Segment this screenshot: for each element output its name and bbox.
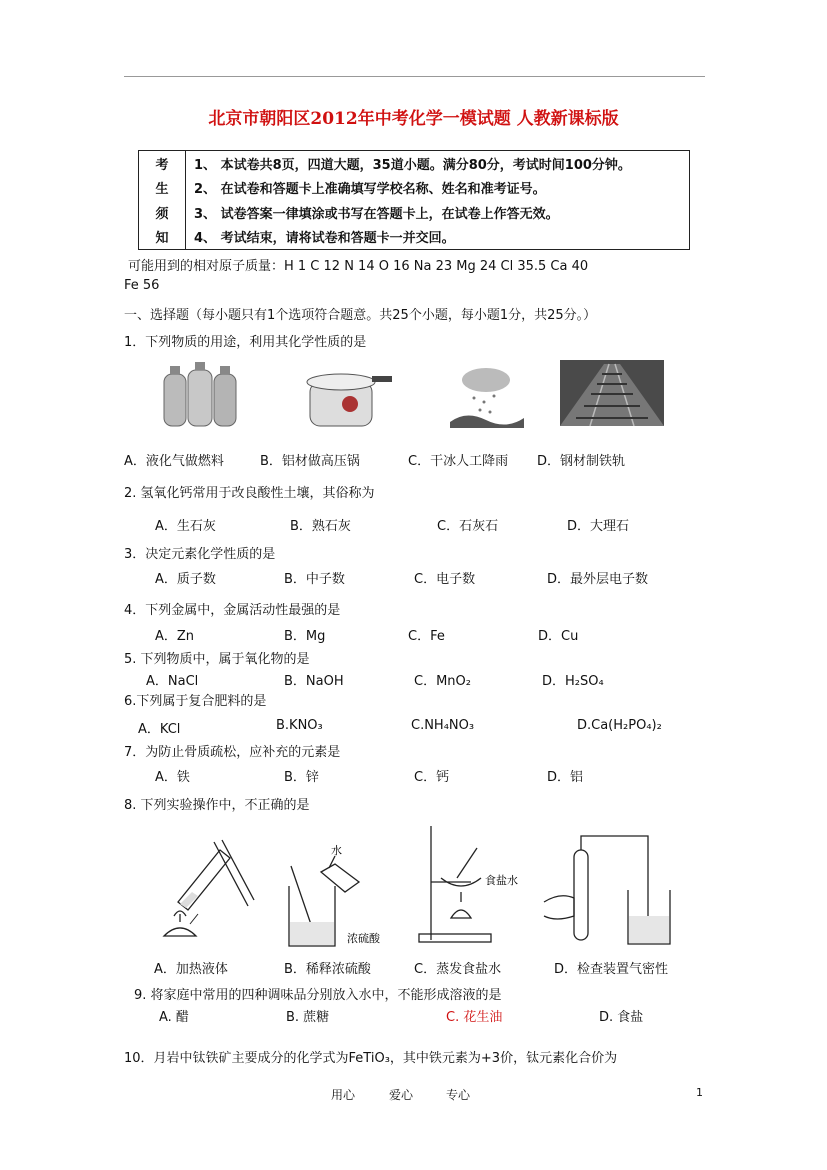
footer-text: 用心 [331,1088,356,1102]
airtightness-check-image [540,832,674,948]
option: D．铝 [547,770,584,785]
pressure-cooker-image [298,360,394,430]
option: D. 食盐 [599,1010,644,1025]
question-stem: 4．下列金属中，金属活动性最强的是 [124,603,341,618]
question-stem: 1．下列物质的用途，利用其化学性质的是 [124,335,367,350]
water-label: 水 [331,844,342,857]
question-stem: 9. 将家庭中常用的四种调味品分别放入水中，不能形成溶液的是 [134,988,502,1003]
option: C.NH₄NO₃ [411,718,475,733]
option: C．蒸发食盐水 [414,962,502,977]
option: D．检查装置气密性 [554,962,669,977]
notice-item: 2、 在试卷和答题卡上准确填写学校名称、姓名和准考证号。 [194,182,546,198]
option: D．钢材制铁轨 [537,454,626,469]
notice-key: 知 [139,225,186,250]
question-stem: 2. 氢氧化钙常用于改良酸性土壤，其俗称为 [124,486,375,501]
option: D.Ca(H₂PO₄)₂ [577,718,662,733]
exam-notice-table [138,150,690,250]
notice-key: 考 [139,151,186,176]
option: C．干冰人工降雨 [408,454,509,469]
option: C．MnO₂ [414,674,471,689]
option: A．铁 [155,770,190,785]
question-stem: 6.下列属于复合肥料的是 [124,694,267,709]
heating-liquid-image [158,836,258,948]
option: A．Zn [155,629,195,644]
option: A．质子数 [155,572,216,587]
footer-text: 专心 [446,1088,471,1102]
option: B．中子数 [284,572,345,587]
top-rule [124,76,705,77]
railway-track-image [560,360,664,426]
atomic-masses: 可能用到的相对原子质量：H 1 C 12 N 14 O 16 Na 23 Mg 24 Cl 35.5 Ca 40 [128,259,589,274]
option: B．锌 [284,770,319,785]
option-highlighted: C. 花生油 [446,1010,503,1025]
section-heading: 一、选择题（每小题只有1个选项符合题意。共25个小题，每小题1分，共25分。） [124,308,597,323]
option: D．最外层电子数 [547,572,649,587]
option: D．Cu [538,629,579,644]
option: A．生石灰 [155,519,216,534]
option: B．铝材做高压锅 [260,454,360,469]
question-stem: 8. 下列实验操作中，不正确的是 [124,798,310,813]
option: C．石灰石 [437,519,499,534]
option: B. 蔗糖 [286,1010,330,1025]
option: B.KNO₃ [276,718,323,733]
notice-key: 须 [139,200,186,225]
gas-cylinders-image [160,360,240,430]
option: A．NaCl [146,674,199,689]
option: B．NaOH [284,674,344,689]
option: A．加热液体 [154,962,228,977]
option: B．稀释浓硫酸 [284,962,371,977]
page-number: 1 [696,1086,703,1099]
option: C．Fe [408,629,445,644]
question-stem: 7．为防止骨质疏松，应补充的元素是 [124,745,341,760]
atomic-masses-cont: Fe 56 [124,278,160,293]
cloud-seeding-image [446,360,526,428]
option: A. 醋 [159,1010,189,1025]
option: A．KCl [138,722,181,737]
page-title: 北京市朝阳区2012年中考化学一模试题 人教新课标版 [208,109,619,129]
salt-water-label: 食盐水 [485,874,518,887]
footer-text: 爱心 [389,1088,414,1102]
notice-item: 4、 考试结束，请将试卷和答题卡一并交回。 [194,231,455,247]
evaporating-salt-water-image [415,822,535,948]
option: B．熟石灰 [290,519,351,534]
option: A．液化气做燃料 [124,454,224,469]
diluting-acid-image [285,842,425,950]
notice-key: 生 [139,176,186,201]
option: D．H₂SO₄ [542,674,604,689]
option: B．Mg [284,629,326,644]
option: C．电子数 [414,572,476,587]
question-stem: 5. 下列物质中，属于氧化物的是 [124,652,310,667]
notice-item: 3、 试卷答案一律填涂或书写在答题卡上，在试卷上作答无效。 [194,206,559,222]
question-stem: 10．月岩中钛铁矿主要成分的化学式为FeTiO₃，其中铁元素为+3价，钛元素化合价为 [124,1051,618,1066]
option: D．大理石 [567,519,630,534]
question-stem: 3．决定元素化学性质的是 [124,547,276,562]
notice-item: 1、 本试卷共8页，四道大题，35道小题。满分80分，考试时间100分钟。 [194,157,631,173]
conc-acid-label: 浓硫酸 [347,932,380,945]
option: C．钙 [414,770,450,785]
